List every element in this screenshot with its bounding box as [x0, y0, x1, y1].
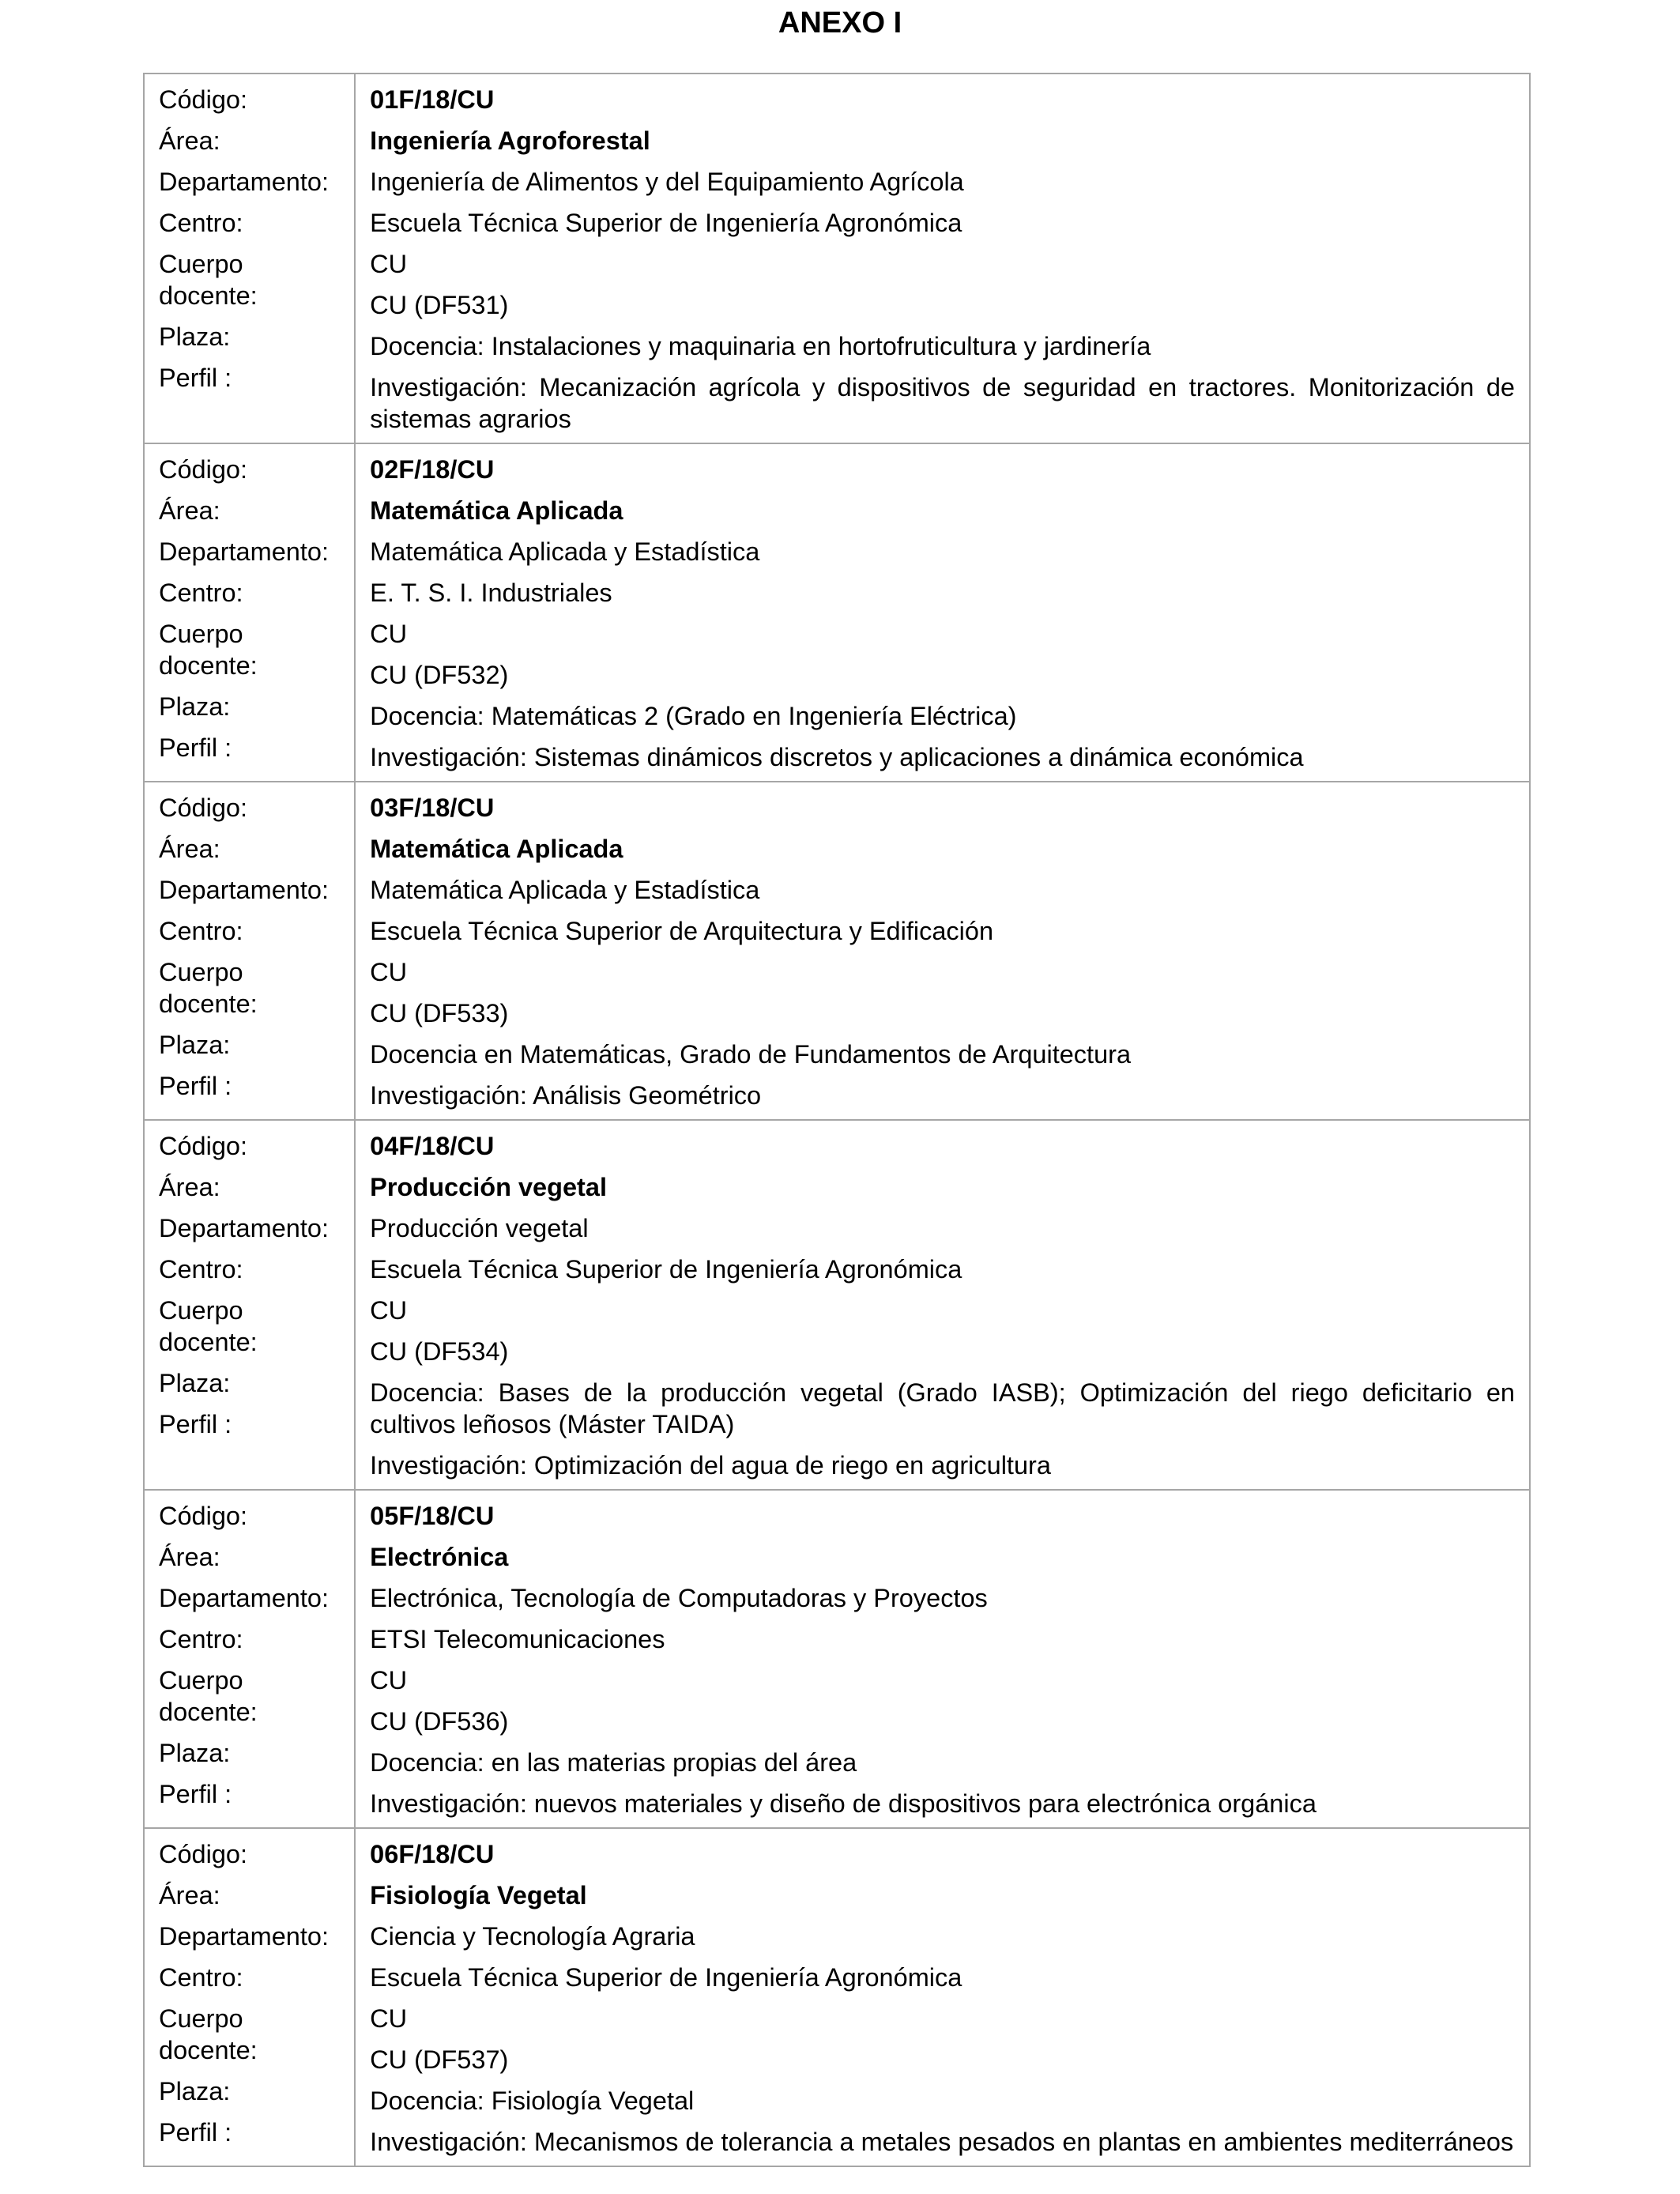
label-area: Área:: [159, 1881, 220, 1909]
docencia-value: Docencia: Matemáticas 2 (Grado en Ingeniería Eléctrica): [370, 702, 1017, 730]
label-area: Área:: [159, 126, 220, 155]
label-perfil: Perfil :: [159, 364, 232, 392]
label-cuerpo-line-1: Cuerpo: [159, 2004, 243, 2033]
label-codigo: Código:: [159, 1132, 248, 1160]
docencia-value: Docencia en Matemáticas, Grado de Fundamentos de Arquitectura: [370, 1040, 1132, 1069]
centro-value: Escuela Técnica Superior de Ingeniería Agronómica: [370, 209, 962, 237]
label-plaza: Plaza:: [159, 2077, 231, 2105]
labels-cell: [144, 1490, 355, 1828]
label-perfil: Perfil :: [159, 1780, 232, 1808]
label-departamento: Departamento:: [159, 876, 329, 904]
label-plaza: Plaza:: [159, 1369, 231, 1397]
labels-cell: [144, 1120, 355, 1490]
departamento-value: Electrónica, Tecnología de Computadoras y Proyectos: [370, 1584, 988, 1612]
table-row: [144, 1120, 1530, 1490]
plaza-value: CU (DF531): [370, 291, 509, 319]
codigo-value: 06F/18/CU: [370, 1840, 495, 1868]
cuerpo-value: CU: [370, 620, 408, 648]
label-perfil: Perfil :: [159, 1072, 232, 1100]
label-cuerpo-line-2: docente:: [159, 651, 258, 680]
page-title: ANEXO I: [778, 6, 902, 40]
label-cuerpo-docente: [159, 248, 340, 311]
label-cuerpo-line-2: docente:: [159, 281, 258, 310]
departamento-value: Producción vegetal: [370, 1214, 589, 1242]
area-value: Fisiología Vegetal: [370, 1881, 587, 1909]
table-row: [144, 782, 1530, 1120]
docencia-value: Docencia: Bases de la producción vegetal (Grado IASB); Optimización del riego deficitario en cultivos leñosos (Máster TAIDA): [370, 1378, 1515, 1438]
centro-value: ETSI Telecomunicaciones: [370, 1625, 665, 1653]
departamento-value: Matemática Aplicada y Estadística: [370, 537, 760, 566]
centro-value: E. T. S. I. Industriales: [370, 579, 612, 607]
codigo-value: 02F/18/CU: [370, 455, 495, 484]
label-cuerpo-docente: [159, 1664, 340, 1728]
cuerpo-value: CU: [370, 250, 408, 278]
label-cuerpo-line-1: Cuerpo: [159, 1666, 243, 1695]
label-cuerpo-line-1: Cuerpo: [159, 1296, 243, 1325]
centro-value: Escuela Técnica Superior de Arquitectura y Edificación: [370, 917, 994, 945]
plaza-value: CU (DF537): [370, 2045, 509, 2074]
departamento-value: Matemática Aplicada y Estadística: [370, 876, 760, 904]
values-cell: [355, 1490, 1530, 1828]
codigo-value: 04F/18/CU: [370, 1132, 495, 1160]
investigacion-value: Investigación: nuevos materiales y diseño de dispositivos para electrónica orgánica: [370, 1789, 1317, 1818]
label-centro: Centro:: [159, 209, 243, 237]
cuerpo-value: CU: [370, 1296, 408, 1325]
label-plaza: Plaza:: [159, 1031, 231, 1059]
plaza-value: CU (DF536): [370, 1707, 509, 1736]
area-value: Matemática Aplicada: [370, 496, 623, 525]
label-codigo: Código:: [159, 794, 248, 822]
labels-cell: [144, 1828, 355, 2166]
investigacion-value: Investigación: Mecanismos de tolerancia a metales pesados en plantas en ambientes mediterráneos: [370, 2128, 1514, 2156]
docencia-value: Docencia: en las materias propias del área: [370, 1748, 857, 1777]
annex-table: [143, 73, 1531, 2167]
label-area: Área:: [159, 1543, 220, 1571]
label-departamento: Departamento:: [159, 1214, 329, 1242]
label-plaza: Plaza:: [159, 1739, 231, 1767]
investigacion-value: Investigación: Análisis Geométrico: [370, 1081, 762, 1110]
plaza-value: CU (DF534): [370, 1337, 509, 1366]
cuerpo-value: CU: [370, 958, 408, 986]
label-codigo: Código:: [159, 85, 248, 114]
label-cuerpo-docente: [159, 618, 340, 681]
plaza-value: CU (DF532): [370, 661, 509, 689]
label-perfil: Perfil :: [159, 1410, 232, 1438]
table-row: [144, 74, 1530, 443]
label-cuerpo-docente: [159, 1295, 340, 1358]
label-codigo: Código:: [159, 1502, 248, 1530]
values-cell: [355, 782, 1530, 1120]
values-cell: [355, 1120, 1530, 1490]
values-cell: [355, 1828, 1530, 2166]
label-cuerpo-docente: [159, 956, 340, 1020]
cuerpo-value: CU: [370, 2004, 408, 2033]
table-row: [144, 1490, 1530, 1828]
label-cuerpo-line-2: docente:: [159, 1698, 258, 1726]
label-plaza: Plaza:: [159, 692, 231, 721]
area-value: Producción vegetal: [370, 1173, 607, 1201]
label-departamento: Departamento:: [159, 1922, 329, 1951]
values-cell: [355, 74, 1530, 443]
label-codigo: Código:: [159, 1840, 248, 1868]
cuerpo-value: CU: [370, 1666, 408, 1695]
centro-value: Escuela Técnica Superior de Ingeniería Agronómica: [370, 1255, 962, 1284]
label-centro: Centro:: [159, 579, 243, 607]
label-centro: Centro:: [159, 1963, 243, 1992]
label-centro: Centro:: [159, 1625, 243, 1653]
values-cell: [355, 443, 1530, 782]
label-centro: Centro:: [159, 917, 243, 945]
departamento-value: Ingeniería de Alimentos y del Equipamiento Agrícola: [370, 168, 964, 196]
area-value: Electrónica: [370, 1543, 509, 1571]
label-cuerpo-line-2: docente:: [159, 1328, 258, 1356]
labels-cell: [144, 74, 355, 443]
label-departamento: Departamento:: [159, 537, 329, 566]
label-cuerpo-line-2: docente:: [159, 990, 258, 1018]
investigacion-value: Investigación: Optimización del agua de riego en agricultura: [370, 1451, 1051, 1480]
area-value: Ingeniería Agroforestal: [370, 126, 650, 155]
departamento-value: Ciencia y Tecnología Agraria: [370, 1922, 695, 1951]
table-row: [144, 443, 1530, 782]
codigo-value: 03F/18/CU: [370, 794, 495, 822]
label-departamento: Departamento:: [159, 168, 329, 196]
table-row: [144, 1828, 1530, 2166]
plaza-value: CU (DF533): [370, 999, 509, 1027]
label-area: Área:: [159, 1173, 220, 1201]
label-area: Área:: [159, 835, 220, 863]
label-cuerpo-line-2: docente:: [159, 2036, 258, 2064]
labels-cell: [144, 443, 355, 782]
label-departamento: Departamento:: [159, 1584, 329, 1612]
label-cuerpo-docente: [159, 2003, 340, 2066]
docencia-value: Docencia: Fisiología Vegetal: [370, 2087, 695, 2115]
label-centro: Centro:: [159, 1255, 243, 1284]
centro-value: Escuela Técnica Superior de Ingeniería Agronómica: [370, 1963, 962, 1992]
docencia-value: Docencia: Instalaciones y maquinaria en hortofruticultura y jardinería: [370, 332, 1151, 360]
codigo-value: 01F/18/CU: [370, 85, 495, 114]
label-cuerpo-line-1: Cuerpo: [159, 958, 243, 986]
label-cuerpo-line-1: Cuerpo: [159, 620, 243, 648]
label-codigo: Código:: [159, 455, 248, 484]
label-perfil: Perfil :: [159, 2118, 232, 2147]
labels-cell: [144, 782, 355, 1120]
codigo-value: 05F/18/CU: [370, 1502, 495, 1530]
label-cuerpo-line-1: Cuerpo: [159, 250, 243, 278]
label-plaza: Plaza:: [159, 322, 231, 351]
area-value: Matemática Aplicada: [370, 835, 623, 863]
investigacion-value: Investigación: Mecanización agrícola y dispositivos de seguridad en tractores. Monitorización de sistemas agrarios: [370, 373, 1515, 433]
label-area: Área:: [159, 496, 220, 525]
investigacion-value: Investigación: Sistemas dinámicos discretos y aplicaciones a dinámica económica: [370, 743, 1304, 771]
label-perfil: Perfil :: [159, 733, 232, 762]
